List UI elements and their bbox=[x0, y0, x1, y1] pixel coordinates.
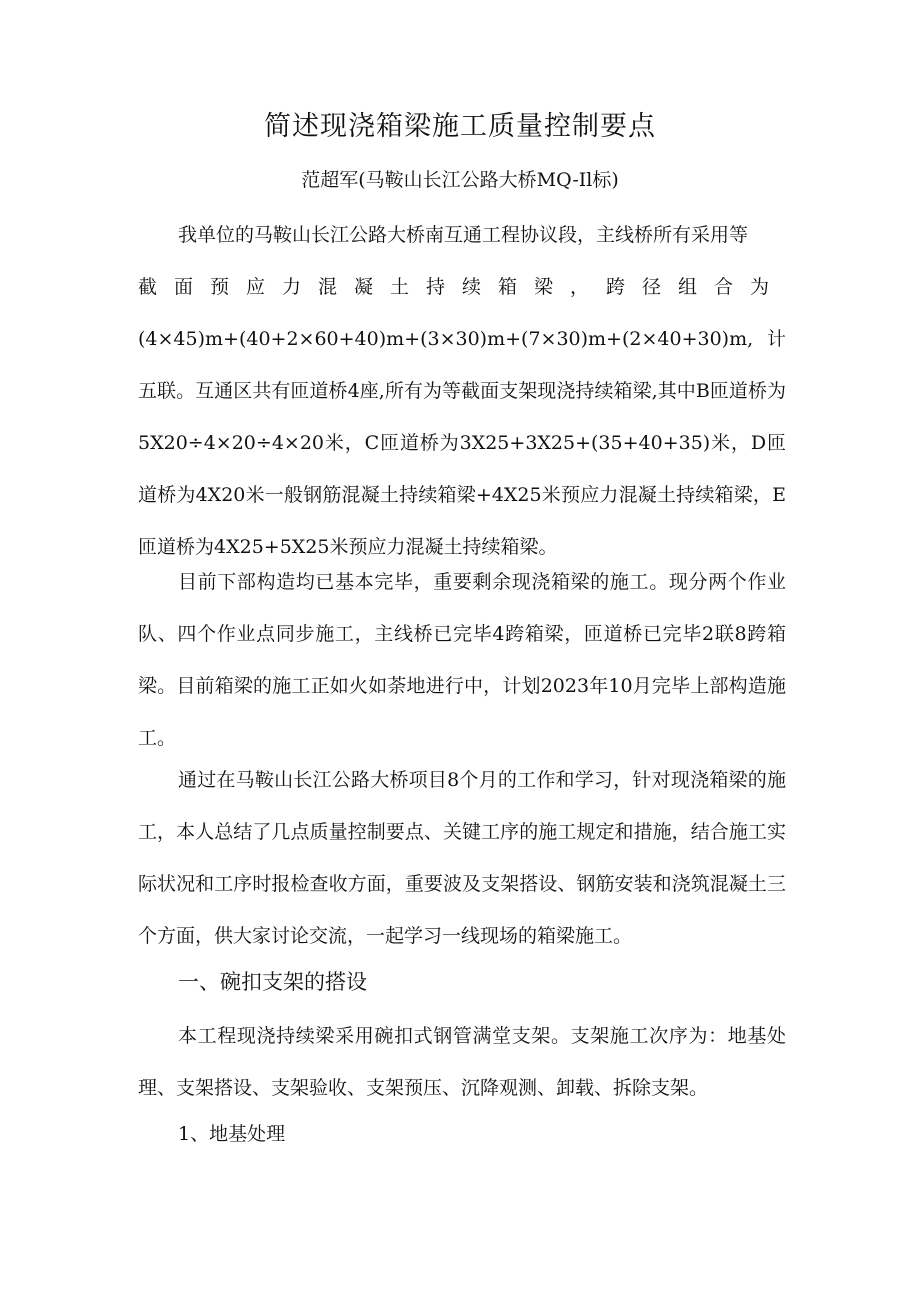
paragraph-1-line-2: 截面预应力混凝土持续箱梁，跨径组合为 bbox=[138, 276, 787, 298]
paragraph-1-line-1: 我单位的马鞍山长江公路大桥南互通工程协议段，主线桥所有采用等 bbox=[178, 224, 749, 246]
document-author: 范超军(马鞍山长江公路大桥MQ-Il标) bbox=[301, 169, 619, 191]
section-1-paragraph-text: 本工程现浇持续梁采用碗扣式钢管满堂支架。支架施工次序为：地基处理、支架搭设、支架验收、支架预压、沉降观测、卸载、拆除支架。 bbox=[138, 1025, 786, 1099]
paragraph-1 bbox=[138, 209, 786, 573]
paragraph-3-text: 通过在马鞍山长江公路大桥项目8个月的工作和学习，针对现浇箱梁的施工，本人总结了几点质量控制要点、关键工序的施工规定和措施，结合施工实际状况和工序时报检查收方面，重要波及支架搭设、钢筋安装和浇筑混凝土三个方面，供大家讨论交流，一起学习一线现场的箱梁施工。 bbox=[138, 769, 786, 947]
document-title: 简述现浇箱梁施工质量控制要点 bbox=[264, 111, 656, 142]
section-1-paragraph bbox=[138, 1010, 786, 1114]
paragraph-1-rest: (4×45)m+(40+2×60+40)m+(3×30)m+(7×30)m+(2×40+30)m,计五联。互通区共有匝道桥4座,所有为等截面支架现浇持续箱梁,其中B匝道桥为5X20÷4×20÷4×20米，C匝道桥为3X25+3X25+(35+40+35)米，D匝道桥为4X20米一般钢筋混凝土持续箱梁+4X25米预应力混凝土持续箱梁，E匝道桥为4X25+5X25米预应力混凝土持续箱梁。 bbox=[138, 328, 786, 558]
section-1-heading: 一、碗扣支架的搭设 bbox=[178, 970, 367, 994]
paragraph-2-text: 目前下部构造均已基本完毕，重要剩余现浇箱梁的施工。现分两个作业队、四个作业点同步施工，主线桥已完毕4跨箱梁，匝道桥已完毕2联8跨箱梁。目前箱梁的施工正如火如荼地进行中，计划2023年10月完毕上部构造施工。 bbox=[138, 571, 786, 749]
section-1-subheading: 1、地基处理 bbox=[178, 1123, 286, 1145]
paragraph-3 bbox=[138, 754, 786, 962]
paragraph-2 bbox=[138, 556, 786, 764]
